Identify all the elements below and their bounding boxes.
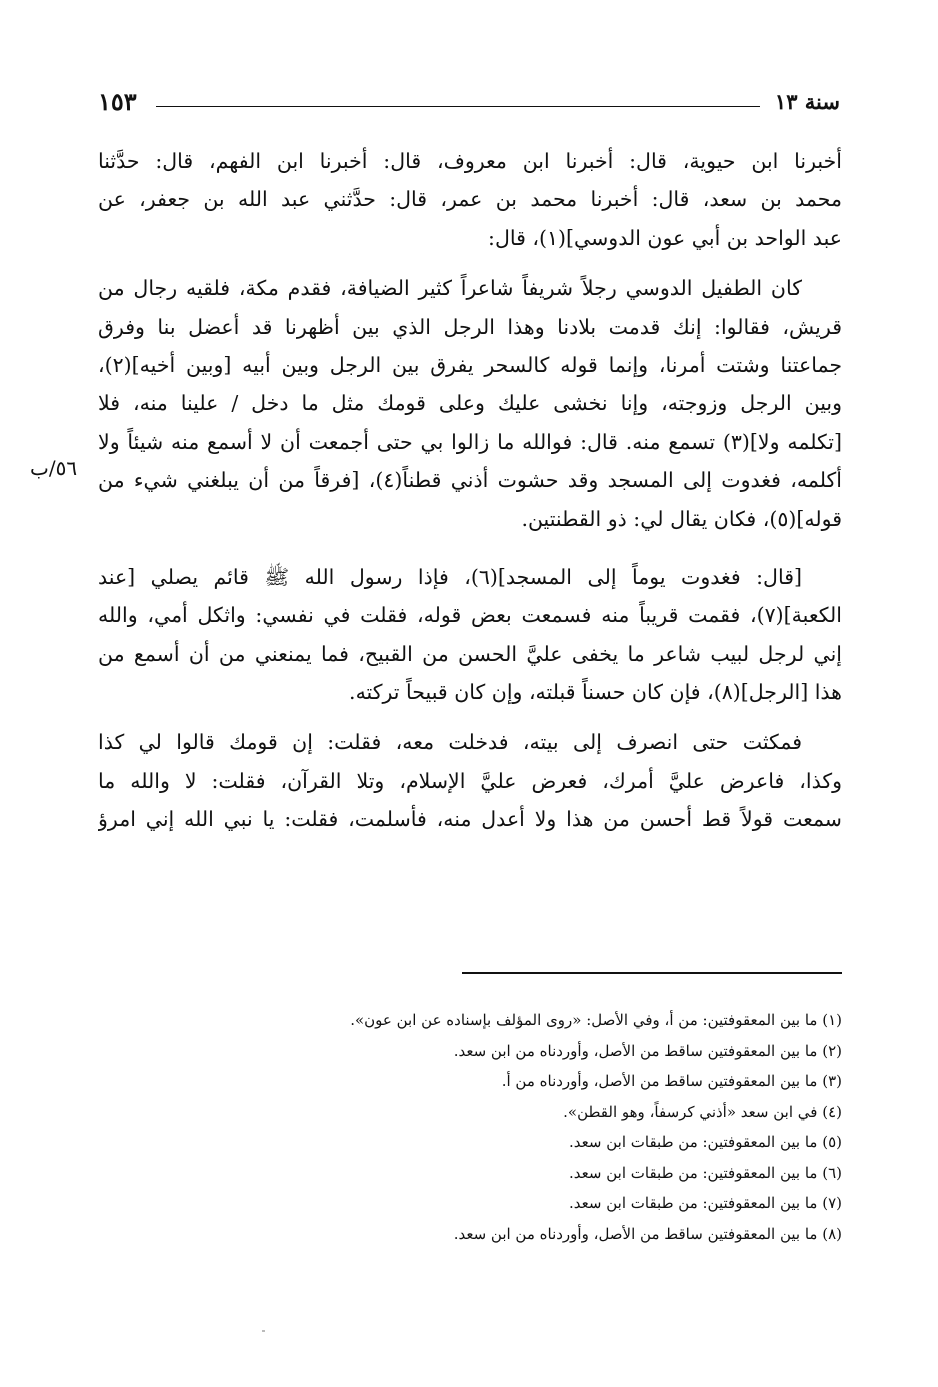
text-line: إني لرجل لبيب شاعر ما يخفى عليَّ الحسن من القبيح، فما يمنعني من أن أسمع من <box>98 641 842 666</box>
text-line: وبين الرجل وزوجته، وإنا نخشى عليك وعلى قومك مثل ما دخل / علينا منه، فلا <box>98 391 842 416</box>
footnote: (٣) ما بين المعقوفتين ساقط من الأصل، وأوردناه من أ. <box>501 1072 842 1090</box>
page-number: ١٥٣ <box>98 87 137 116</box>
header-rule <box>156 106 760 107</box>
footnote: (٤) في ابن سعد «أذني كرسفاً، وهو القطن». <box>563 1102 842 1121</box>
footnote-rule <box>462 972 842 974</box>
text-line: أخبرنا ابن حيوية، قال: أخبرنا ابن معروف، قال: أخبرنا ابن الفهم، قال: حدَّثنا <box>98 149 842 173</box>
text-line: جماعتنا وشتت أمرنا، وإنما قوله كالسحر يفرق بين الرجل وبين أبيه [وبين أخيه](٢)، <box>98 352 842 377</box>
text-line: فمكثت حتى انصرف إلى بيته، فدخلت معه، فقلت: إن قومك قالوا لي كذا <box>98 730 802 755</box>
text-line: هذا [الرجل](٨)، فإن كان حسناً قبلته، وإن كان قبيحاً تركته. <box>349 680 842 705</box>
text-line: [قال: فغدوت يوماً إلى المسجد](٦)، فإذا رسول الله ﷺ قائم يصلي [عند <box>98 564 802 589</box>
footnotes <box>102 1005 842 1249</box>
footnote: (٨) ما بين المعقوفتين ساقط من الأصل، وأوردناه من ابن سعد. <box>453 1224 842 1243</box>
text-line: محمد بن سعد، قال: أخبرنا محمد بن عمر، قال: حدَّثني عبد الله بن جعفر، عن <box>98 187 842 212</box>
footnote: (٢) ما بين المعقوفتين ساقط من الأصل، وأوردناه من ابن سعد. <box>453 1041 842 1060</box>
footnote: (٥) ما بين المعقوفتين: من طبقات ابن سعد. <box>569 1133 842 1151</box>
text-line: قريش، فقالوا: إنك قدمت بلادنا وهذا الرجل الذي بين أظهرنا قد أعضل بنا وفرق <box>98 314 842 339</box>
text-line: قوله](٥)، فكان يقال لي: ذو القطنتين. <box>521 506 842 531</box>
footnote: (١) ما بين المعقوفتين: من أ، وفي الأصل: «روى المؤلف بإسناده عن ابن عون». <box>350 1011 842 1029</box>
text-line: [تكلمه ولا](٣) تسمع منه. قال: فوالله ما زالوا بي حتى أجمعت أن لا أسمع منه شيئاً ولا <box>98 429 842 454</box>
scan-speck <box>262 1330 265 1332</box>
text-line: أكلمه، فغدوت إلى المسجد وقد حشوت أذني قطناً(٤)، [فرقاً من أن يبلغني شيء من <box>98 468 842 493</box>
text-line: وكذا، فاعرض عليَّ أمرك، فعرض عليَّ الإسلام، وتلا القرآن، فقلت: لا والله ما <box>98 768 842 793</box>
text-line: كان الطفيل الدوسي رجلاً شريفاً شاعراً كثير الضيافة، فقدم مكة، فلقيه رجال من <box>98 276 802 301</box>
text-line: الكعبة](٧)، فقمت قريباً منه فسمعت بعض قوله، فقلت في نفسي: واثكل أمي، والله <box>98 603 842 628</box>
paragraph <box>98 558 842 712</box>
running-head: سنة ١٣ <box>774 89 840 114</box>
footnote: (٦) ما بين المعقوفتين: من طبقات ابن سعد. <box>569 1163 842 1182</box>
footnote: (٧) ما بين المعقوفتين: من طبقات ابن سعد. <box>569 1194 842 1212</box>
main-text <box>98 142 842 851</box>
page-header <box>98 86 840 118</box>
margin-folio-note: ٥٦/ب <box>30 456 78 480</box>
paragraph <box>98 269 842 538</box>
paragraph <box>98 723 842 838</box>
text-line: عبد الواحد بن أبي عون الدوسي](١)، قال: <box>488 225 842 250</box>
text-line: سمعت قولاً قط أحسن من هذا ولا أعدل منه، فأسلمت، فقلت: يا نبي الله إني امرؤ <box>98 807 842 832</box>
paragraph <box>98 142 842 257</box>
